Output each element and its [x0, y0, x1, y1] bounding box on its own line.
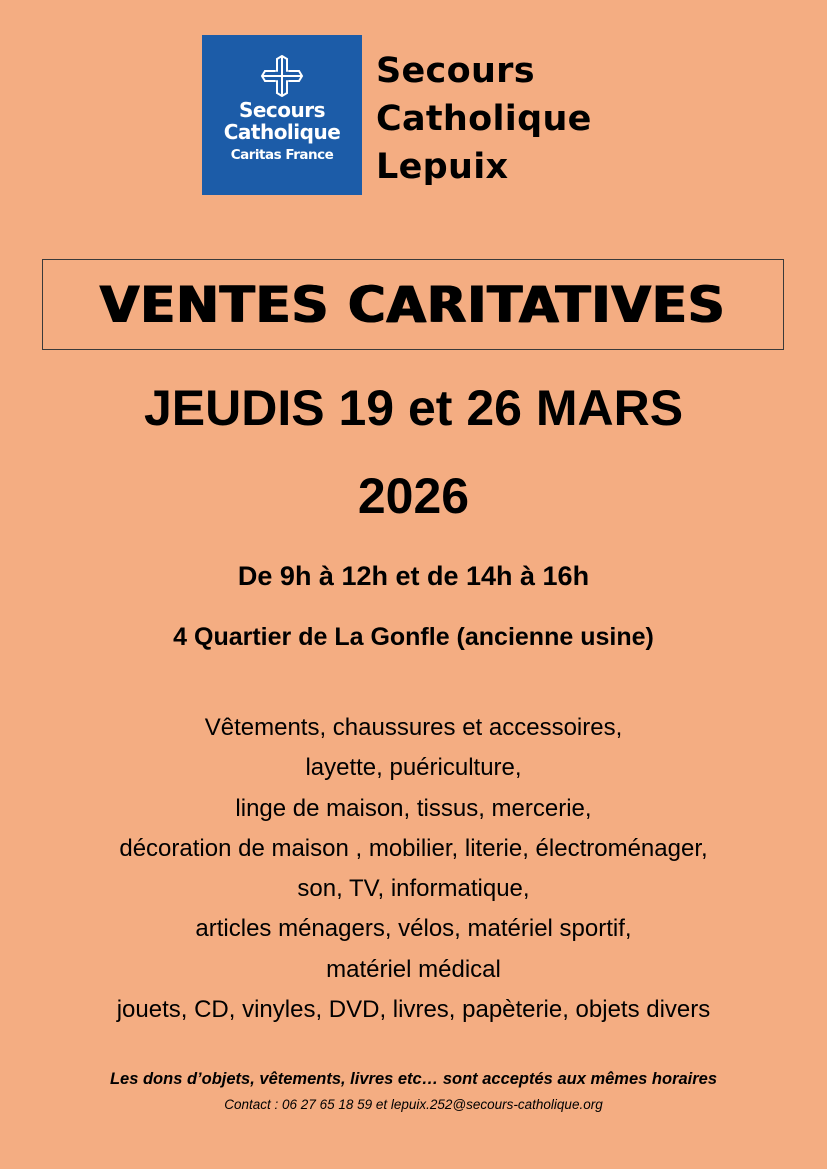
- items-list: [0, 708, 827, 1030]
- list-item: jouets, CD, vinyles, DVD, livres, papèterie, objets divers: [116, 996, 711, 1024]
- secours-catholique-logo: [202, 35, 362, 195]
- logo-text-line-2: Catholique: [223, 120, 341, 144]
- list-item: son, TV, informatique,: [297, 875, 530, 903]
- page-title: VENTES CARITATIVES: [100, 275, 726, 334]
- organization-line-2: Catholique: [376, 99, 592, 139]
- list-item: layette, puériculture,: [305, 754, 522, 782]
- organization-line-3: Lepuix: [376, 147, 509, 187]
- list-item: matériel médical: [326, 955, 501, 983]
- organization-line-1: Secours: [376, 51, 535, 91]
- list-item: décoration de maison , mobilier, literie, électroménager,: [119, 834, 708, 862]
- contact-info: Contact : 06 27 65 18 59 et lepuix.252@secours-catholique.org: [224, 1097, 603, 1112]
- caritas-cross-icon: [260, 55, 304, 97]
- event-address: 4 Quartier de La Gonfle (ancienne usine): [173, 623, 654, 651]
- event-dates: JEUDIS 19 et 26 MARS: [143, 380, 684, 436]
- list-item: Vêtements, chaussures et accessoires,: [204, 714, 623, 741]
- event-year: 2026: [357, 468, 470, 524]
- organization-name: [376, 47, 592, 191]
- list-item: linge de maison, tissus, mercerie,: [235, 794, 592, 822]
- logo-text-line-1: Secours: [238, 98, 326, 122]
- event-hours: De 9h à 12h et de 14h à 16h: [237, 561, 590, 591]
- logo-text-line-3: Caritas France: [230, 147, 334, 163]
- title-box: [42, 259, 784, 350]
- donations-note: Les dons d’objets, vêtements, livres etc… sont acceptés aux mêmes horaires: [109, 1070, 718, 1088]
- list-item: articles ménagers, vélos, matériel sportif,: [195, 915, 632, 943]
